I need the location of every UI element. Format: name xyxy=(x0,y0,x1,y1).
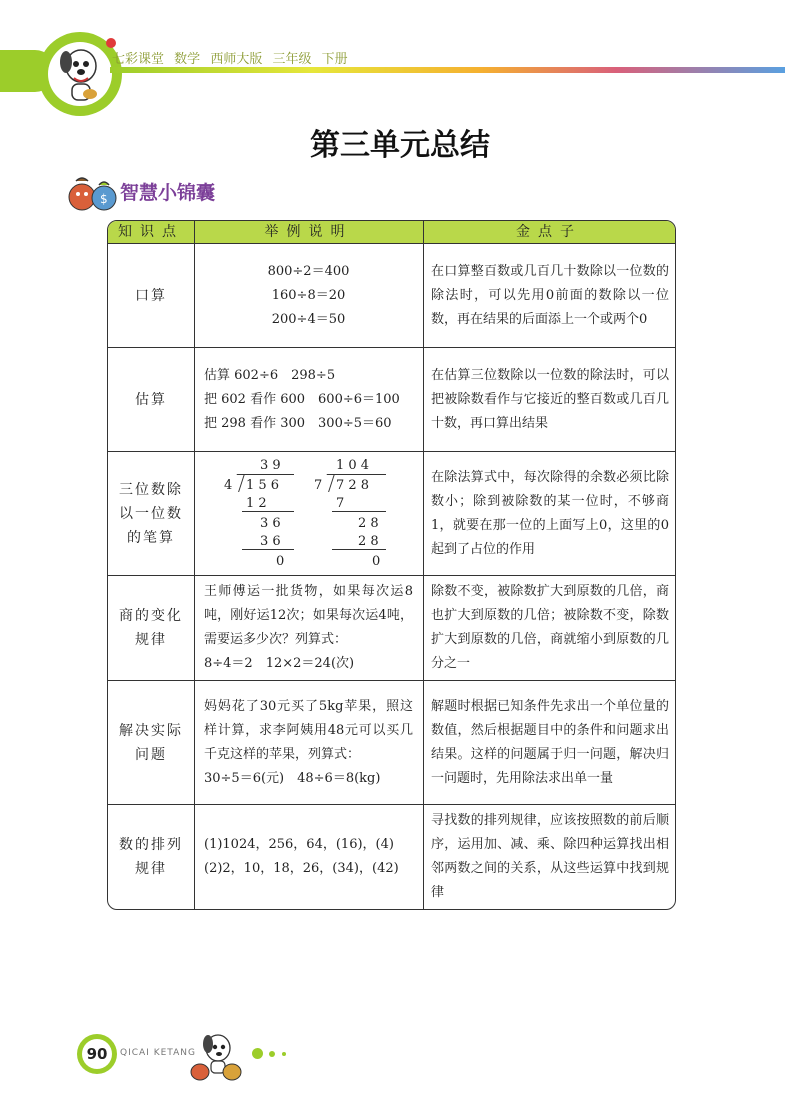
tip-text: 在口算整百数或几百几十数除以一位数的除法时，可以先用0前面的数除以一位数，再在结果的后面添上一个或两个0 xyxy=(431,263,669,327)
tip-text: 在除法算式中，每次除得的余数必须比除数小；除到被除数的某一位时，不够商1，就要在那一位的上面写上0，这里的0起到了占位的作用 xyxy=(431,469,669,557)
table-row-tip xyxy=(423,576,675,680)
header-knowledge-point: 知识点 xyxy=(118,224,184,240)
long-division-2 xyxy=(314,454,404,572)
table-row-example xyxy=(194,452,423,575)
table-row-tip xyxy=(423,681,675,804)
header-volume: 下册 xyxy=(321,52,348,67)
table-row-topic: 数的排列规律 xyxy=(119,837,183,877)
table-row-tip xyxy=(423,805,675,909)
quotient: 1 0 4 xyxy=(336,458,370,473)
example-line: 800÷2＝400 xyxy=(267,263,350,279)
dividend: 1 5 6 xyxy=(246,478,280,493)
quotient: 3 9 xyxy=(260,458,281,473)
page-number: 90 xyxy=(82,1039,112,1069)
example-line: 160÷8＝20 xyxy=(271,287,346,303)
example-text: 妈妈花了30元买了5kg苹果，照这样计算，求李阿姨用48元可以买几千克这样的苹果，列算式： xyxy=(204,698,413,762)
table-row-tip xyxy=(423,452,675,575)
tip-text: 在估算三位数除以一位数的除法时，可以把被除数看作与它接近的整百数或几百几十数，再口算出结果 xyxy=(431,367,669,431)
final-remainder: 0 xyxy=(372,554,381,569)
step-product: 7 xyxy=(336,496,345,511)
long-division-1 xyxy=(224,454,304,572)
example-text: 王师傅运一批货物，如果每次运8吨，刚好运12次；如果每次运4吨，需要运多少次？列算式： xyxy=(204,584,413,647)
header-example: 举例说明 xyxy=(264,224,353,240)
table-row-tip xyxy=(423,348,675,451)
table-row-example xyxy=(194,681,423,804)
header-golden-tip: 金点子 xyxy=(516,224,582,240)
dividend: 7 2 8 xyxy=(336,478,370,493)
example-line: (2)2，10，18，26，(34)，(42) xyxy=(204,861,399,876)
step-product: 3 6 xyxy=(260,534,281,549)
dog-mascot-icon xyxy=(188,1030,244,1082)
tip-text: 寻找数的排列规律，应该按照数的前后顺序，运用加、减、乘、除四种运算找出相邻两数之间的关系，从这些运算中找到规律 xyxy=(431,813,669,900)
example-line: 把 298 看作 300 300÷5＝60 xyxy=(204,415,392,431)
step-remainder: 2 8 xyxy=(358,516,379,531)
header-grade: 三年级 xyxy=(272,52,312,67)
header-edition: 西师大版 xyxy=(210,52,263,67)
table-row-tip xyxy=(423,244,675,347)
step-product: 2 8 xyxy=(358,534,379,549)
section-heading: 智慧小锦囊 xyxy=(120,182,216,204)
example-line: 200÷4＝50 xyxy=(271,311,346,327)
division-bracket xyxy=(321,474,335,492)
header-series: 七彩课堂 xyxy=(112,52,165,67)
step-remainder: 3 6 xyxy=(260,516,281,531)
table-row-topic: 解决实际问题 xyxy=(119,722,183,763)
footer-dot xyxy=(269,1051,275,1057)
dog-mascot-icon xyxy=(52,42,110,106)
table-row-topic: 商的变化规律 xyxy=(119,608,183,648)
table-row-topic: 三位数除以一位数的笔算 xyxy=(119,481,183,546)
division-bracket xyxy=(231,474,245,492)
footer-dot xyxy=(252,1048,263,1059)
table-row-topic: 估算 xyxy=(135,391,167,408)
example-line: (1)1024，256，64，(16)，(4) xyxy=(204,837,394,852)
header-rainbow-bar xyxy=(110,67,785,73)
example-line: 把 602 看作 600 600÷6＝100 xyxy=(204,391,400,407)
money-bag-icon xyxy=(66,173,120,213)
divisor: 4 xyxy=(224,478,233,493)
tip-text: 解题时根据已知条件先求出一个单位量的数值，然后根据题目中的条件和问题求出结果。这样的问题属于归一问题，解决归一问题时，先用除法求出单一量 xyxy=(431,698,669,786)
header-dot-red xyxy=(106,38,116,48)
final-remainder: 0 xyxy=(276,554,285,569)
step-product: 1 2 xyxy=(246,496,267,511)
page-title: 第三单元总结 xyxy=(310,128,490,163)
divisor: 7 xyxy=(314,478,323,493)
footer-dot xyxy=(282,1052,286,1056)
example-line: 估算 602÷6 298÷5 xyxy=(204,367,336,383)
page-number-badge xyxy=(77,1034,117,1074)
table-row-example xyxy=(194,244,423,347)
header-subject: 数学 xyxy=(174,52,201,67)
example-line: 30÷5＝6(元) 48÷6＝8(kg) xyxy=(204,770,381,786)
table-row-topic: 口算 xyxy=(135,287,167,304)
tip-text: 除数不变，被除数扩大到原数的几倍，商也扩大到原数的几倍；被除数不变，除数扩大到原数的几倍，商就缩小到原数的几分之一 xyxy=(431,584,669,671)
header-breadcrumb xyxy=(112,48,354,67)
svg-text:$: $ xyxy=(100,192,108,206)
subtraction-line xyxy=(242,549,294,550)
summary-table xyxy=(107,220,676,910)
footer-brand: QICAI KETANG xyxy=(120,1048,196,1058)
table-row-example xyxy=(194,348,423,451)
table-row-example xyxy=(194,805,423,909)
table-row-example xyxy=(194,576,423,680)
example-line: 8÷4＝2 12×2＝24(次) xyxy=(204,656,355,671)
